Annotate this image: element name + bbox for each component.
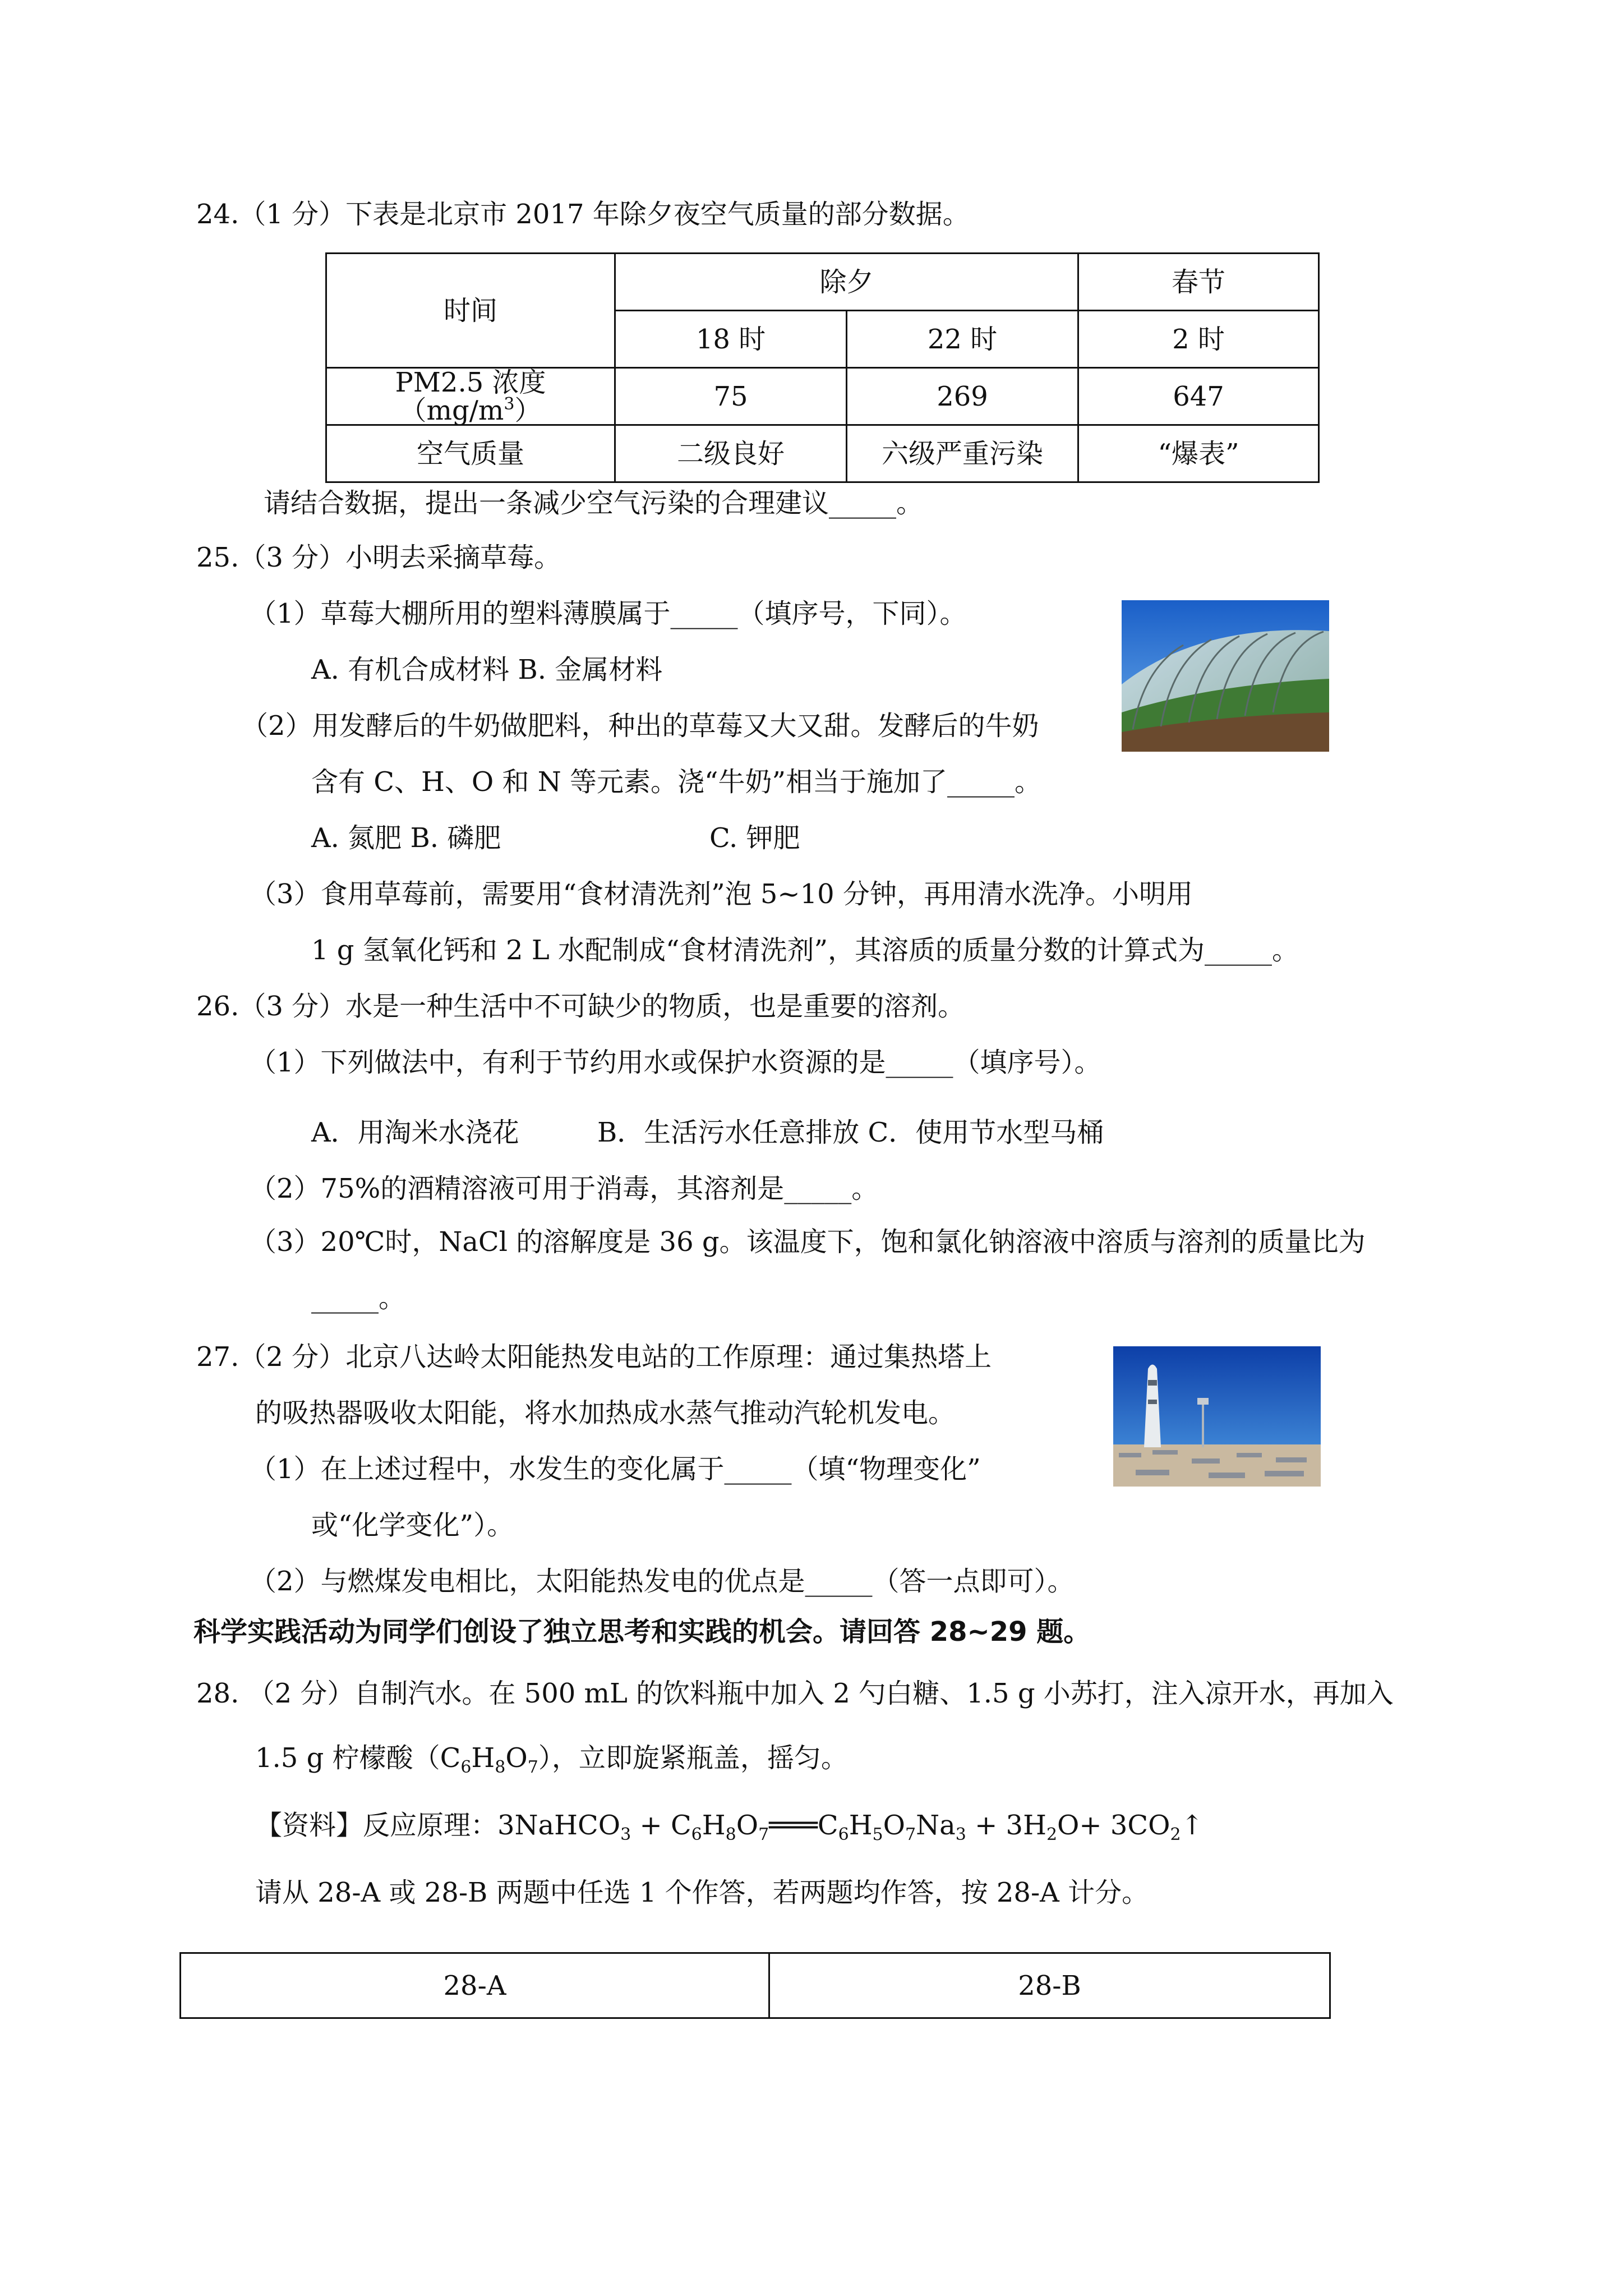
q25-part3-line2: 1 g 氢氧化钙和 2 L 水配制成“食材清洗剂”，其溶质的质量分数的计算式为_____。 [311, 935, 1299, 966]
greenhouse-image [1122, 600, 1329, 752]
eq-text: O+ 3CO [1057, 1810, 1170, 1841]
eq-text: + 3H [966, 1810, 1046, 1841]
table-cell-time-2: 22 时 [847, 311, 1078, 368]
table-cell-aq-1: 二级良好 [615, 425, 847, 482]
q27-title-line1: 27.（2 分）北京八达岭太阳能热发电站的工作原理：通过集热塔上 [196, 1341, 992, 1373]
up-arrow-icon: ↑ [1181, 1810, 1204, 1841]
eq-text: O [736, 1810, 759, 1841]
eq-text: + C [631, 1810, 691, 1841]
table-cell-time-3: 2 时 [1078, 311, 1319, 368]
q25-part1: （1）草莓大棚所用的塑料薄膜属于_____（填序号，下同）。 [250, 598, 967, 629]
eq-text: H [702, 1810, 726, 1841]
q25-title: 25.（3 分）小明去采摘草莓。 [196, 542, 561, 573]
eq-sub: 7 [905, 1825, 916, 1844]
eq-text: O [883, 1810, 905, 1841]
q28-line2-a: 1.5 g 柠檬酸（C [255, 1742, 461, 1774]
table-header-chuxi: 除夕 [615, 254, 1078, 311]
q24-title: 24.（1 分）下表是北京市 2017 年除夕夜空气质量的部分数据。 [196, 199, 970, 230]
pm-label-sup: 3 [504, 394, 515, 414]
table-cell-pm-2: 269 [847, 368, 1078, 425]
q28-title-line1: 28. （2 分）自制汽水。在 500 mL 的饮料瓶中加入 2 勺白糖、1.5 g 小苏打，注入凉开水，再加入 [196, 1678, 1394, 1709]
eq-sub: 5 [872, 1825, 883, 1844]
eq-sub: 7 [758, 1825, 769, 1844]
q28-choice-table [179, 1952, 1331, 2019]
q28-line2-sub6: 6 [460, 1757, 472, 1777]
q28-instruction: 请从 28-A 或 28-B 两题中任选 1 个作答，若两题均作答，按 28-A 计分。 [255, 1877, 1149, 1908]
q26-part1: （1）下列做法中，有利于节约用水或保护水资源的是_____（填序号）。 [250, 1047, 1101, 1078]
pm-label-b: ） [514, 394, 542, 426]
table-row-label-aq: 空气质量 [326, 425, 615, 482]
eq-text: Na [916, 1810, 956, 1841]
section-note: 科学实践活动为同学们创设了独立思考和实践的机会。请回答 28~29 题。 [193, 1616, 1091, 1648]
table-header-time: 时间 [326, 254, 615, 368]
eq-text: H [849, 1810, 873, 1841]
q28-line2-h: H [471, 1742, 495, 1774]
eq-text: ═══C [769, 1810, 838, 1841]
eq-sub: 2 [1046, 1825, 1058, 1844]
q26-part3-line2: _____。 [311, 1282, 406, 1314]
table-cell-pm-1: 75 [615, 368, 847, 425]
table-cell-time-1: 18 时 [615, 311, 847, 368]
table-cell-aq-2: 六级严重污染 [847, 425, 1078, 482]
q28-title-line2 [255, 1742, 848, 1777]
table-cell-pm-3: 647 [1078, 368, 1319, 425]
q25-part3-line1: （3）食用草莓前，需要用“食材清洗剂”泡 5~10 分钟，再用清水洗净。小明用 [250, 878, 1193, 910]
eq-sub: 3 [620, 1825, 631, 1844]
q26-part1-option-a: A．用淘米水浇花 [311, 1117, 519, 1148]
q27-part1-line1: （1）在上述过程中，水发生的变化属于_____（填“物理变化” [250, 1453, 981, 1485]
q25-part2-line2: 含有 C、H、O 和 N 等元素。浇“牛奶”相当于施加了_____。 [311, 766, 1042, 798]
eq-sub: 6 [838, 1825, 849, 1844]
q28-line2-b: ），立即旋紧瓶盖，摇匀。 [538, 1742, 848, 1774]
eq-sub: 6 [691, 1825, 702, 1844]
solar-tower-image [1113, 1346, 1321, 1487]
eq-sub: 3 [955, 1825, 966, 1844]
table-header-chunjie: 春节 [1078, 254, 1319, 311]
q24-prompt: 请结合数据，提出一条减少空气污染的合理建议_____。 [264, 487, 924, 519]
q26-part3-line1: （3）20℃时，NaCl 的溶解度是 36 g。该温度下，饱和氯化钠溶液中溶质与溶剂的质量比为 [250, 1226, 1366, 1258]
table-row-label-pm [326, 368, 615, 425]
air-quality-table [325, 252, 1320, 483]
q25-part1-options: A. 有机合成材料 B. 金属材料 [311, 654, 663, 685]
q27-title-line2: 的吸热器吸收太阳能，将水加热成水蒸气推动汽轮机发电。 [255, 1397, 956, 1429]
eq-sub: 2 [1170, 1825, 1181, 1844]
q26-title: 26.（3 分）水是一种生活中不可缺少的物质，也是重要的溶剂。 [196, 991, 965, 1022]
q28-ref-label: 【资料】反应原理：3NaHCO [255, 1810, 621, 1841]
table-cell-aq-3: “爆表” [1078, 425, 1319, 482]
q25-part2-line1: （2）用发酵后的牛奶做肥料，种出的草莓又大又甜。发酵后的牛奶 [241, 710, 1039, 742]
q28-col-b: 28-B [769, 1953, 1330, 2018]
q27-part2: （2）与燃煤发电相比，太阳能热发电的优点是_____（答一点即可）。 [250, 1566, 1075, 1597]
pm-label-a: PM2.5 浓度（mg/m [395, 366, 546, 426]
q25-part2-option-c: C. 钾肥 [709, 822, 800, 854]
q28-line2-sub8: 8 [495, 1757, 506, 1777]
q26-part2: （2）75%的酒精溶液可用于消毒，其溶剂是_____。 [250, 1173, 879, 1204]
q26-part1-options-bc: B．生活污水任意排放 C．使用节水型马桶 [597, 1117, 1104, 1148]
q28-line2-sub7: 7 [527, 1757, 538, 1777]
q28-col-a: 28-A [181, 1953, 769, 2018]
q28-reference [255, 1812, 1204, 1843]
q28-line2-o: O [505, 1742, 528, 1774]
eq-sub: 8 [725, 1825, 736, 1844]
q25-part2-options-ab: A. 氮肥 B. 磷肥 [311, 822, 501, 854]
q27-part1-line2: 或“化学变化”）。 [311, 1510, 514, 1541]
